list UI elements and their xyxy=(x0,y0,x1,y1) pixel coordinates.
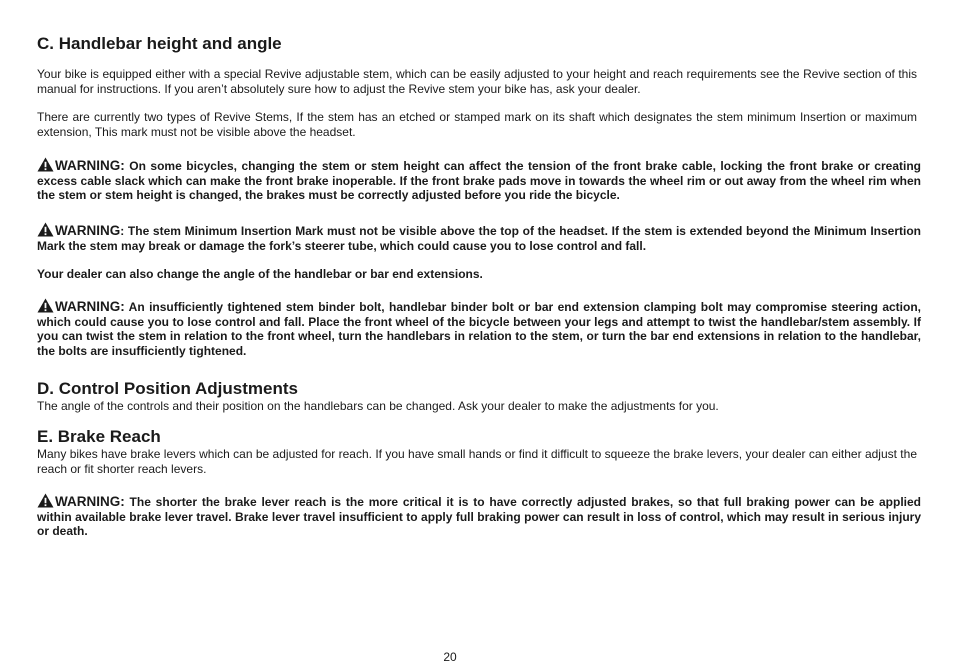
warning-label: WARNING: xyxy=(55,158,125,173)
warning-triangle-icon xyxy=(37,298,54,313)
warning-minimum-insertion xyxy=(37,222,921,253)
warning-body: An insufficiently tightened stem binder bolt, handlebar binder bolt or bar end extension clamping bolt may compromise steering action, which could cause you to lose control and fall. Place the front wheel of the bicycle between your legs and attempt to twist the handlebar/stem assembly. If you can twist the stem in relation to the front wheel, turn the handlebars in relation to the stem, or turn the bar end extensions in relation to the handlebar, the bolts are insufficiently tightened. xyxy=(37,300,921,358)
warning-body: On some bicycles, changing the stem or stem height can affect the tension of the front brake cable, locking the front brake or creating excess cable slack which can make the front brake inoperable. If the front brake pads move in towards the wheel rim or out away from the wheel rim when the stem or stem height is changed, the brakes must be correctly adjusted before you ride the bicycle. xyxy=(37,159,921,202)
section-e-paragraph: Many bikes have brake levers which can be adjusted for reach. If you have small hands or find it difficult to squeeze the brake levers, your dealer can either adjust the reach or fit shorter reach levers. xyxy=(37,447,917,476)
section-d-paragraph: The angle of the controls and their position on the handlebars can be changed. Ask your dealer to make the adjustments for you. xyxy=(37,399,719,413)
warning-stem-brake-cable xyxy=(37,157,921,203)
warning-brake-reach xyxy=(37,493,921,539)
warning-body: : The stem Minimum Insertion Mark must not be visible above the top of the headset. If the stem is extended beyond the Minimum Insertion Mark the stem may break or damage the fork’s steerer tube, which could cause you to lose control and fall. xyxy=(37,224,921,253)
warning-label: WARNING: xyxy=(55,299,125,314)
warning-label: WARNING xyxy=(55,223,121,238)
manual-page xyxy=(37,0,921,672)
dealer-note: Your dealer can also change the angle of the handlebar or bar end extensions. xyxy=(37,267,483,281)
section-c-paragraph-2: There are currently two types of Revive Stems, If the stem has an etched or stamped mark on its shaft which designates the stem minimum Insertion or maximum extension, This mark must not be visible above the headset. xyxy=(37,110,917,139)
warning-body: The shorter the brake lever reach is the more critical it is to have correctly adjusted brakes, so that full braking power can be applied within available brake lever travel. Brake lever travel insufficient to apply full braking power can result in loss of control, which may result in serious injury or death. xyxy=(37,495,921,538)
section-c-paragraph-1: Your bike is equipped either with a special Revive adjustable stem, which can be easily adjusted to your height and reach requirements see the Revive section of this manual for instructions. If you aren’t absolutely sure how to adjust the Revive stem your bike has, ask your dealer. xyxy=(37,67,917,96)
warning-binder-bolts xyxy=(37,298,921,358)
section-c-title: C. Handlebar height and angle xyxy=(37,34,282,53)
warning-label: WARNING: xyxy=(55,494,125,509)
warning-triangle-icon xyxy=(37,157,54,172)
section-d-title: D. Control Position Adjustments xyxy=(37,379,298,398)
warning-triangle-icon xyxy=(37,222,54,237)
page-number: 20 xyxy=(443,650,457,664)
section-e-title: E. Brake Reach xyxy=(37,427,161,446)
warning-triangle-icon xyxy=(37,493,54,508)
